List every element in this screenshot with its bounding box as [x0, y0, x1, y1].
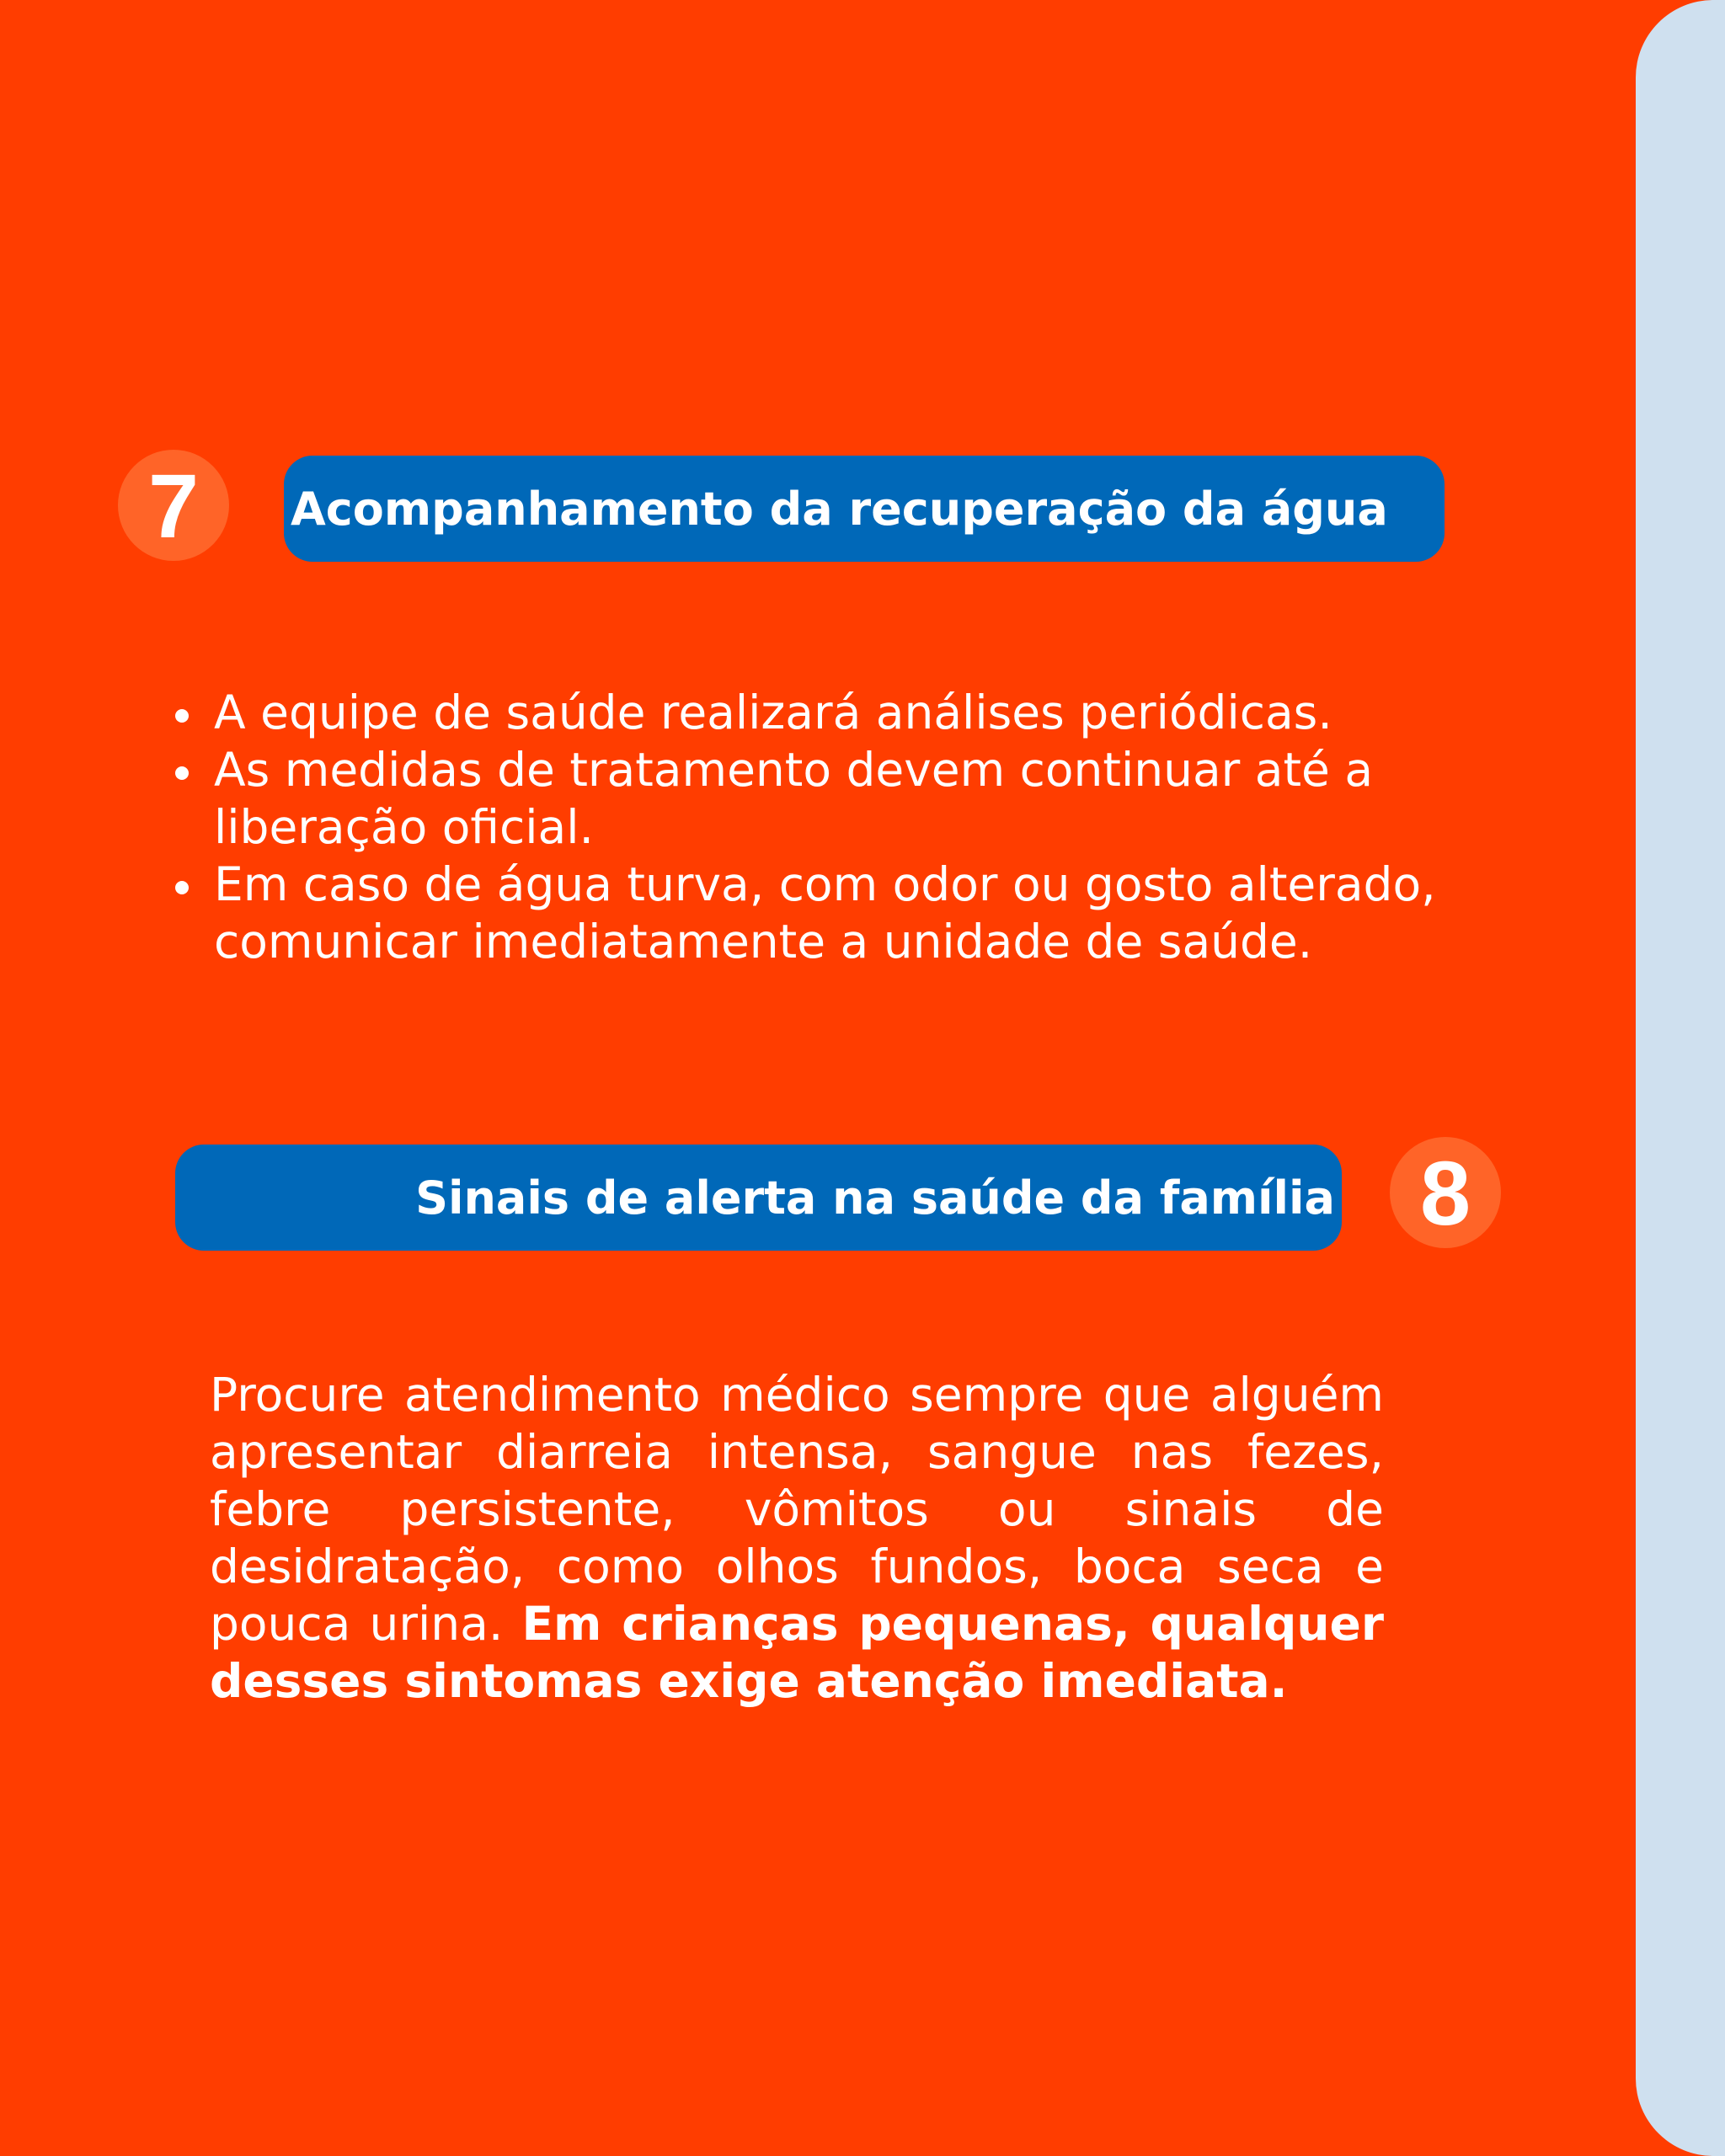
section-title-8 [175, 1145, 1342, 1251]
alert-paragraph-regular: Procure atendimento médico sempre que alguém apresentar diarreia intensa, sangue nas fezes, febre persistente, vômitos ou sinais de desidratação, como olhos fundos, boca seca e pouca urina. [210, 1368, 1384, 1651]
bullet-list [170, 684, 1494, 970]
section-title-8-text: Sinais de alerta na saúde da família [415, 1171, 1335, 1225]
section-number-7: 7 [118, 450, 229, 561]
section-title-7-text: Acompanhamento da recuperação da água [291, 482, 1388, 536]
section-number-8: 8 [1390, 1137, 1501, 1248]
alert-paragraph [210, 1366, 1384, 1710]
section-title-7 [284, 456, 1445, 562]
side-panel [1636, 0, 1725, 2156]
list-item: As medidas de tratamento devem continuar até a liberação oficial. [214, 741, 1494, 856]
alert-paragraph-bold: Em crianças pequenas, qualquer desses sintomas exige atenção imediata. [210, 1597, 1384, 1708]
list-item: Em caso de água turva, com odor ou gosto alterado, comunicar imediatamente a unidade de saúde. [214, 856, 1494, 970]
list-item: A equipe de saúde realizará análises periódicas. [214, 684, 1494, 741]
